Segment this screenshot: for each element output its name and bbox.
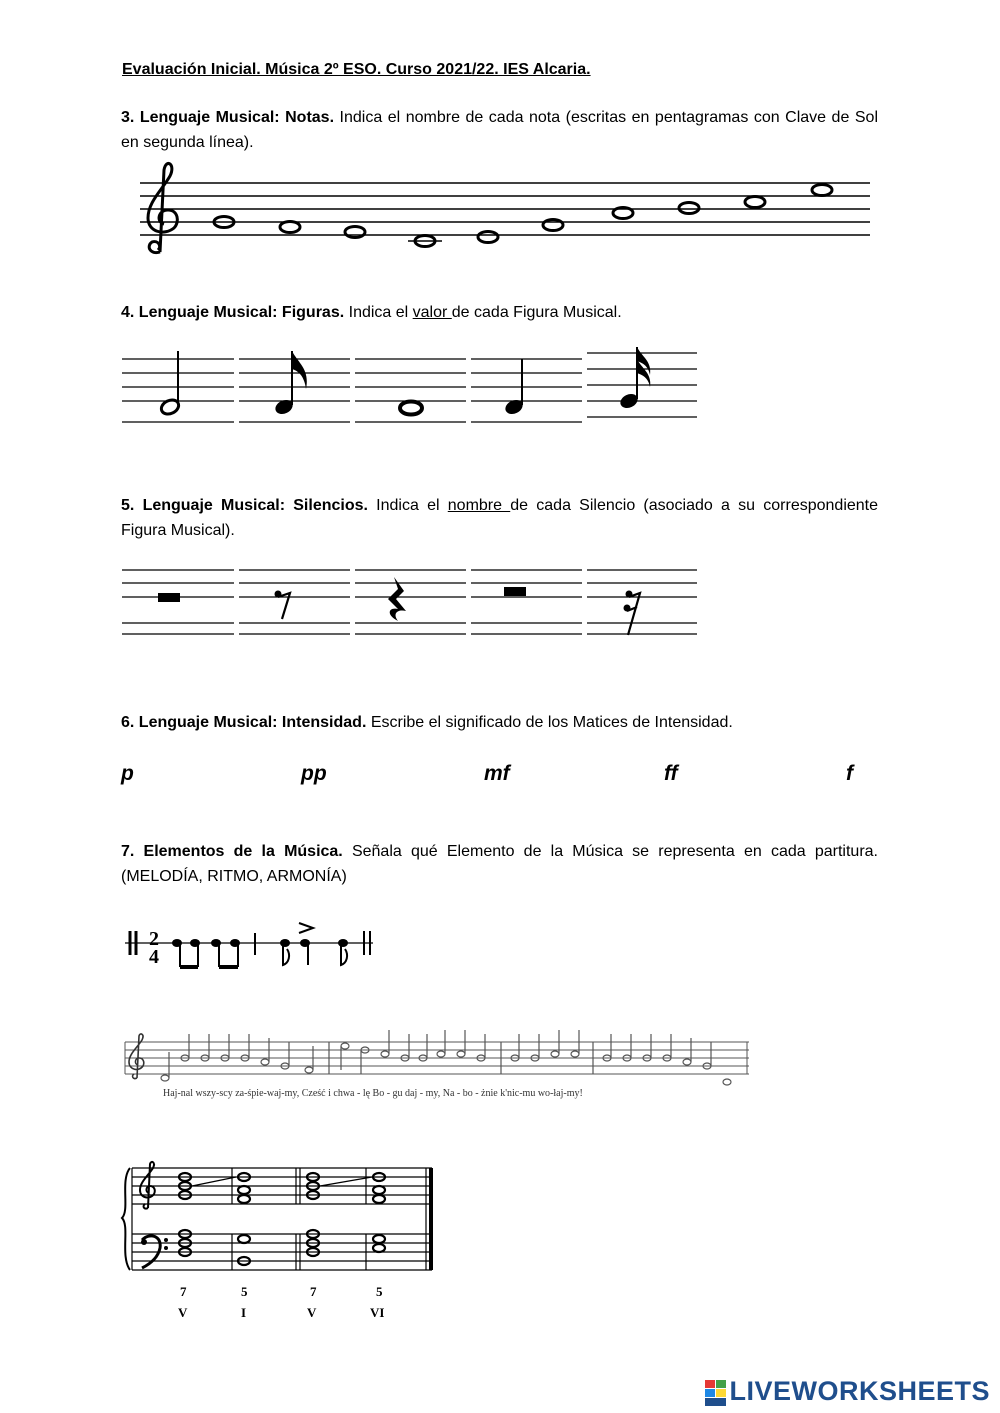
question-4-text: 4. Lenguaje Musical: Figuras. Indica el valor de cada Figura Musical. [121,304,622,321]
melody-score [123,1030,753,1105]
half-rest-icon [158,593,180,602]
underlined-word: nombre [447,497,511,514]
page-title: Evaluación Inicial. Música 2º ESO. Curso 2021/22. IES Alcaria. [122,61,591,78]
rests-staves [122,563,702,643]
rhythm-score [125,915,375,985]
whole-notes [214,185,832,247]
melody-lyrics: Haj-nal wszy-scy za-śpie-waj-my, Cześć i chwa - lę Bo - gu daj - my, Na - bo - żnie k'nic-mu wo-łaj-my! [163,1088,583,1099]
figures-staves [122,345,702,430]
time-signature-bottom: 4 [149,946,159,968]
dynamic-marking: f [846,762,853,785]
harmony-score [120,1160,440,1330]
eighth-note-icon [273,351,307,417]
liveworksheets-logo-icon [705,1380,727,1406]
dynamic-marking: pp [301,762,327,785]
figure-number: 5 [241,1284,248,1299]
question-7-text: 7. Elementos de la Música. Señala qué Elemento de la Música se representa en cada partitura. (MELODÍA, RITMO, ARMONÍA) [121,843,878,885]
roman-numeral: VI [370,1305,385,1320]
roman-numeral: V [307,1305,317,1320]
question-3-instructions: Indica el nombre de cada nota (escritas en pentagramas con Clave de Sol en segunda línea). [121,109,878,151]
figure-staff-4 [471,359,582,422]
quarter-note-icon [503,359,525,417]
whole-note-icon [400,402,422,415]
eighth-rest-icon [275,591,291,620]
question-3-heading: 3. Lenguaje Musical: Notas. [121,109,335,126]
treble-clef-icon [140,1162,155,1209]
roman-numeral: V [178,1305,188,1320]
notes-staff [140,160,875,260]
question-3-text [121,105,878,155]
liveworksheets-logo [705,1376,990,1407]
question-6-text: 6. Lenguaje Musical: Intensidad. Escribe el significado de los Matices de Intensidad. [121,714,733,731]
question-4-heading: 4. Lenguaje Musical: Figuras. [121,304,345,321]
whole-rest-icon [504,587,526,596]
dynamic-marking: p [121,762,134,785]
time-signature-top: 2 [149,928,159,950]
figure-number: 7 [310,1284,317,1299]
underlined-word: valor [412,304,452,321]
question-5-heading: 5. Lenguaje Musical: Silencios. [121,497,368,514]
dynamic-marking: mf [484,762,510,785]
figure-number: 7 [180,1284,187,1299]
roman-numeral: I [241,1305,247,1320]
question-6-heading: 6. Lenguaje Musical: Intensidad. [121,714,367,731]
question-5-text: 5. Lenguaje Musical: Silencios. Indica el nombre de cada Silencio (asociado a su correspondiente Figura Musical). [121,497,879,539]
figure-number: 5 [376,1284,383,1299]
brand-name: LIVEWORKSHEETS [729,1376,990,1406]
question-7-heading: 7. Elementos de la Música. [121,843,343,860]
treble-clef-icon [148,163,177,252]
dynamic-marking: ff [664,762,678,785]
treble-clef-icon [129,1034,144,1079]
half-note-icon [159,351,181,417]
